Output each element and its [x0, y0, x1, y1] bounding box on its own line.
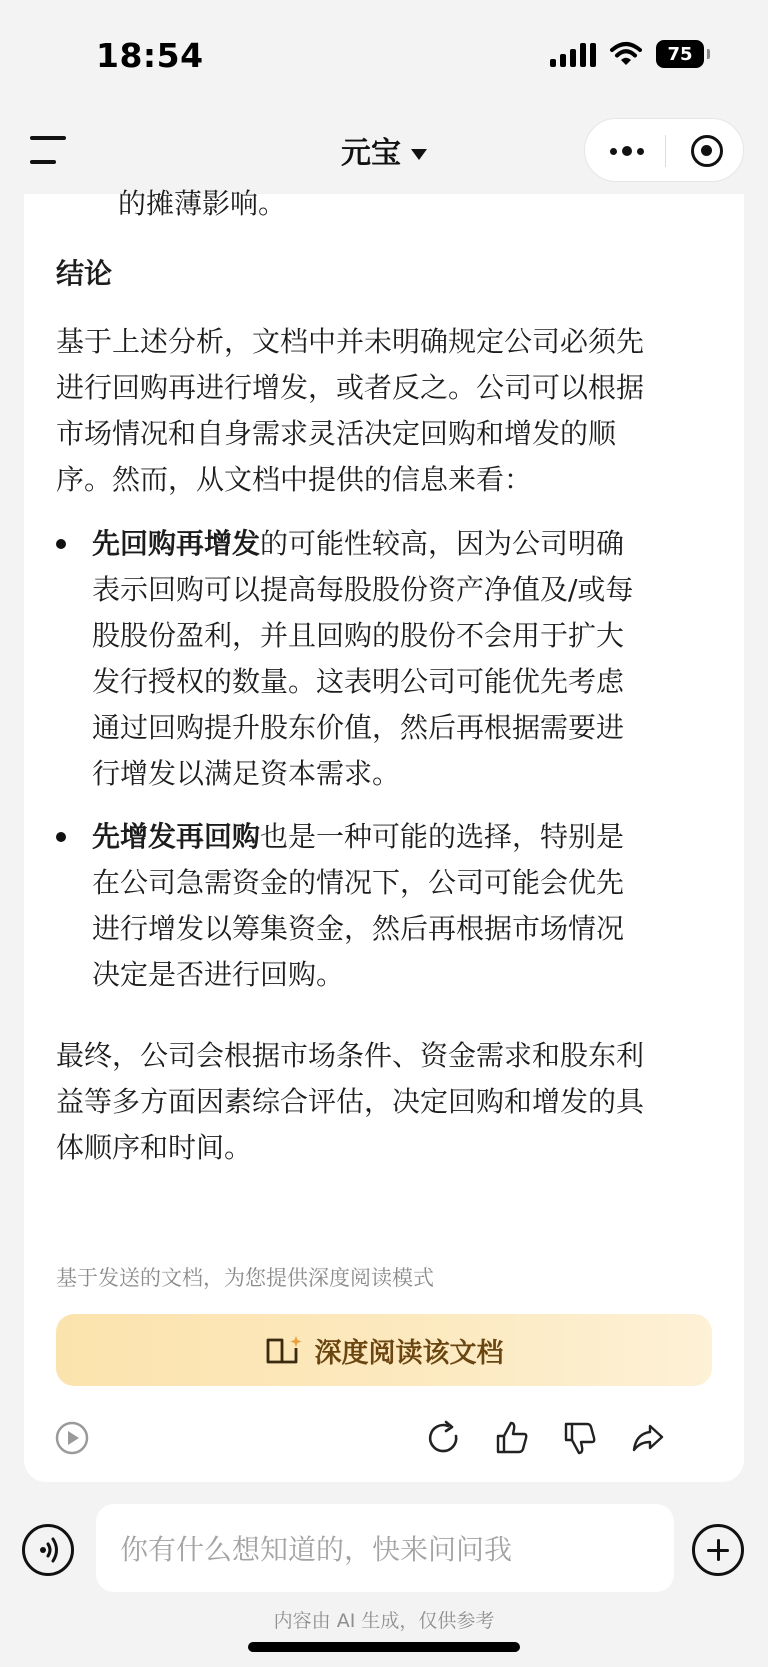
- caret-down-icon: [411, 149, 427, 160]
- home-indicator[interactable]: [248, 1642, 520, 1652]
- deep-read-button[interactable]: [56, 1314, 712, 1386]
- conclusion-line: 最终，公司会根据市场条件、资金需求和股东利: [56, 1039, 645, 1072]
- assistant-message-card: [24, 187, 744, 1482]
- bullet-2-line: [92, 813, 720, 861]
- app-title: 元宝: [341, 136, 401, 171]
- bullet-dot: [56, 539, 66, 549]
- intro-line: 序。然而，从文档中提供的信息来看：: [56, 463, 533, 496]
- bullet-1-rest: 的可能性较高，因为公司明确: [260, 527, 625, 560]
- book-icon: [265, 1334, 303, 1366]
- intro-line: 市场情况和自身需求灵活决定回购和增发的顺: [56, 417, 617, 450]
- bullet-1-line: 表示回购可以提高每股股份资产净值及/或每: [92, 573, 634, 606]
- cellular-signal-icon: [550, 41, 596, 67]
- share-icon[interactable]: [628, 1418, 668, 1458]
- bullet-1-bold: 先回购再增发: [92, 527, 261, 560]
- status-icons: [550, 40, 704, 68]
- voice-input-icon[interactable]: [22, 1524, 74, 1576]
- chat-input-placeholder: 你有什么想知道的，快来问问我: [120, 1533, 513, 1566]
- status-bar: [0, 0, 768, 110]
- thumbs-up-icon[interactable]: [492, 1418, 532, 1458]
- bullet-2-line: 在公司急需资金的情况下，公司可能会优先: [92, 866, 625, 899]
- section-heading: 结论: [56, 257, 113, 290]
- message-top-fragment: 的摊薄影响。: [118, 187, 287, 220]
- wifi-icon: [610, 41, 642, 67]
- intro-line: 进行回购再进行增发，或者反之。公司可以根据: [56, 371, 645, 404]
- status-time: 18:54: [96, 36, 204, 75]
- message-actions: [24, 1410, 744, 1466]
- conclusion-line: 益等多方面因素综合评估，决定回购和增发的具: [56, 1085, 645, 1118]
- bullet-2-bold: 先增发再回购: [92, 820, 261, 853]
- bullet-2-rest: 也是一种可能的选择，特别是: [260, 820, 625, 853]
- more-dots-icon[interactable]: [607, 137, 647, 165]
- bullet-1-line: 股股份盈利，并且回购的股份不会用于扩大: [92, 619, 625, 652]
- add-plus-icon[interactable]: [692, 1524, 744, 1576]
- regenerate-icon[interactable]: [424, 1418, 464, 1458]
- deep-read-button-label: 深度阅读该文档: [314, 1337, 504, 1369]
- intro-line: 基于上述分析，文档中并未明确规定公司必须先: [56, 325, 645, 358]
- bullet-2-line: 决定是否进行回购。: [92, 958, 345, 991]
- bullet-1-line: 行增发以满足资本需求。: [92, 757, 401, 790]
- deep-read-hint: 基于发送的文档，为您提供深度阅读模式: [56, 1266, 434, 1290]
- battery-level: 75: [667, 43, 693, 65]
- bullet-1-line: 通过回购提升股东价值，然后再根据需要进: [92, 711, 625, 744]
- bullet-1-line: 发行授权的数量。这表明公司可能优先考虑: [92, 665, 625, 698]
- bullet-dot: [56, 832, 66, 842]
- chat-input[interactable]: [96, 1504, 674, 1592]
- thumbs-down-icon[interactable]: [560, 1418, 600, 1458]
- bullet-2-line: 进行增发以筹集资金，然后再根据市场情况: [92, 912, 625, 945]
- capsule-divider: [665, 135, 666, 167]
- ai-disclaimer: 内容由 AI 生成，仅供参考: [273, 1610, 495, 1632]
- bullet-1-line: [92, 520, 720, 568]
- close-target-icon[interactable]: [691, 135, 723, 167]
- battery-icon: [656, 40, 704, 68]
- mini-program-capsule: [584, 118, 744, 182]
- play-icon[interactable]: [52, 1418, 92, 1458]
- conclusion-line: 体顺序和时间。: [56, 1131, 253, 1164]
